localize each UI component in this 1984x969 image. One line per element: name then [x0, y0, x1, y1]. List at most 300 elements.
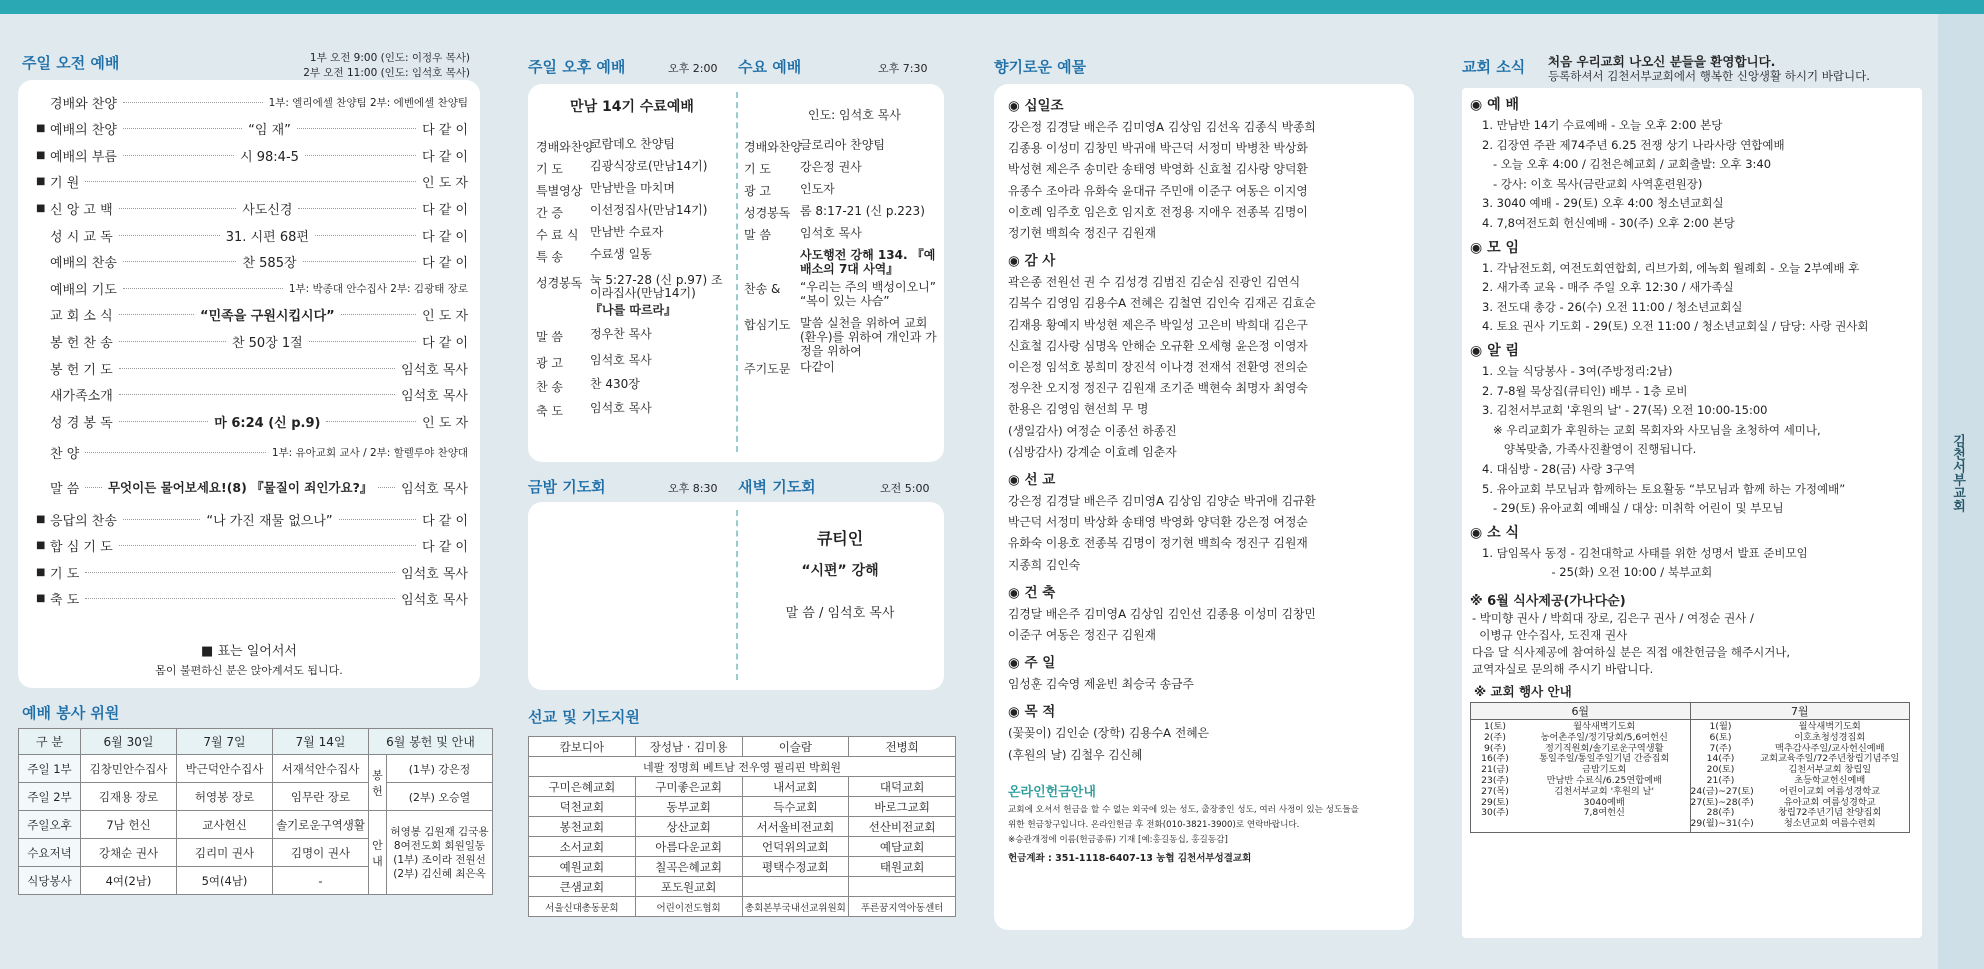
offering-line: 지종희 김인숙 [1008, 557, 1081, 572]
dawn-title: 새벽 기도회 [738, 478, 816, 496]
mission-cell: 덕천교회 [529, 797, 636, 817]
mission-cell: 평택수정교회 [742, 857, 849, 877]
offering-line: 김경달 배은주 김미영A 김상임 김인선 김종용 이성미 김창민 [1008, 606, 1316, 621]
event-title: ※ 교회 행사 안내 [1474, 684, 1572, 699]
news-item: 2. 새가족 교육 - 매주 주일 오후 12:30 / 새가족실 [1482, 280, 1734, 295]
mission-cell: 장성남 · 김미용 [635, 737, 742, 757]
news-section-title: ◉ 알 림 [1470, 343, 1520, 359]
order-row [36, 562, 468, 582]
afternoon-label: 경배와찬양 [536, 140, 594, 154]
news-item: 1. 담임목사 동정 - 김천대학교 사태를 위한 성명서 발표 준비모임 [1482, 545, 1808, 560]
wednesday-leader: 인도: 임석호 목사 [808, 108, 901, 122]
event-date: 21(금) [1481, 764, 1509, 776]
mission-cell: 내서교회 [742, 777, 849, 797]
qt-sub: “시편” 강해 [801, 563, 879, 579]
event-date: 27(토)~28(주) [1690, 796, 1754, 808]
row-middle: 찬 50장 1절 [231, 335, 303, 351]
table-cell: 수요저녁 [19, 839, 81, 867]
mission-cell: 언덕위의교회 [742, 837, 849, 857]
row-label: 성 시 교 독 [50, 229, 113, 245]
mission-cell: 득수교회 [742, 797, 849, 817]
offering-line: 김재용 황예지 박성현 제은주 박일성 고은비 박희대 김은구 [1008, 317, 1308, 332]
table-cell: 허영봉 장로 [177, 783, 273, 811]
row-middle: 무엇이든 물어보세요!(8) 『물질이 죄인가요?』 [107, 480, 373, 496]
wednesday-label: 광 고 [744, 184, 771, 198]
afternoon-value: 수료생 일동 [590, 247, 652, 261]
table-cell: 주일 1부 [19, 755, 81, 783]
event-date: 14(주) [1706, 753, 1735, 765]
note-2: 몸이 불편하신 분은 앉아계셔도 됩니다. [155, 664, 343, 677]
row-middle: 찬 585장 [242, 256, 297, 272]
row-right: 다 같 이 [422, 123, 469, 139]
event-text: 7,8여헌신 [1583, 807, 1625, 819]
event-text: 월삭새벽기도회 [1798, 721, 1861, 732]
service-table [18, 728, 493, 895]
wednesday-label: 말 씀 [744, 228, 771, 242]
wednesday-label: 주기도문 [744, 362, 791, 376]
afternoon-label: 광 고 [536, 356, 563, 370]
afternoon-heading: 만남 14기 수료예배 [570, 99, 694, 115]
afternoon-value: 눅 5:27-28 (신 p.97) 조이라집사(만남14기) [590, 273, 723, 300]
offering-line: (심방감사) 강계순 이효례 임춘자 [1008, 444, 1177, 459]
online-title: 온라인헌금안내 [1008, 784, 1096, 800]
row-dots [305, 155, 416, 156]
row-bullet: ■ [36, 176, 46, 188]
offering-line: 박근덕 서정미 박상화 송태영 박영화 양덕환 강은정 여정순 [1008, 515, 1308, 530]
row-bullet: ■ [36, 593, 46, 605]
afternoon-label: 성경봉독 [536, 276, 583, 290]
table-row [19, 811, 493, 839]
wednesday-value: 임석호 목사 [800, 226, 862, 240]
event-text: 김천서부교회 창립일 [1788, 764, 1872, 776]
offering-line: 신효철 김사랑 심명옥 안해순 오규환 오세형 윤은정 이영자 [1008, 338, 1308, 353]
news-item: 4. 대심방 - 28(금) 사랑 3구역 [1482, 462, 1636, 476]
news-card [1462, 88, 1922, 938]
morning-card [18, 80, 480, 688]
service-table-wrap [18, 728, 493, 895]
june-col [1471, 720, 1691, 832]
row-label: 새가족소개 [50, 389, 113, 405]
afternoon-value: 김광식장로(만남14기) [590, 159, 708, 173]
row-middle: 31. 시편 68편 [225, 229, 309, 245]
row-right: 임석호 목사 [401, 566, 468, 582]
mission-row [529, 877, 956, 897]
afternoon-value: 이선정집사(만남14기) [590, 203, 708, 217]
header-cell: 6월 봉헌 및 안내 [369, 729, 493, 755]
event-body [1471, 720, 1909, 832]
mission-cell: 선산비전교회 [849, 817, 956, 837]
row-label: 기 원 [50, 176, 80, 192]
offering-line: 강은정 김경달 배은주 김미영A 김상임 김선옥 김종식 박종희 [1008, 120, 1316, 134]
table-cell: 강채순 권사 [81, 839, 177, 867]
row-bullet: ■ [36, 123, 46, 135]
news-item: 2. 김장연 주관 제74주년 6.25 전쟁 상기 나라사랑 연합예배 [1482, 137, 1785, 152]
row-middle: 마 6:24 (신 p.9) [214, 415, 321, 431]
afternoon-value: 『나를 따르라』 [590, 303, 677, 317]
meal-line: - 박미향 권사 / 박희대 장로, 김은구 권사 / 여정순 권사 / [1472, 611, 1754, 625]
mission-cell: 태원교회 [849, 857, 956, 877]
row-dots [119, 314, 194, 315]
order-row [36, 119, 468, 139]
row-label: 합 심 기 도 [50, 540, 113, 556]
event-header [1471, 703, 1909, 720]
row-dots [119, 208, 237, 209]
row-dots [123, 519, 200, 520]
afternoon-value: 만남반 수료자 [590, 225, 664, 239]
order-row [36, 589, 468, 609]
wednesday-value: 강은정 권사 [800, 160, 862, 174]
offering-line: 김복수 김영임 김용수A 전혜은 김철연 김인숙 김재곤 김효순 [1008, 296, 1316, 311]
afternoon-label: 특별영상 [536, 184, 583, 198]
news-item: 1. 오늘 식당봉사 - 3여(주방정리:2남) [1482, 364, 1673, 378]
wednesday-label: 경배와찬양 [744, 140, 802, 154]
event-text: 창립72주년기념 찬양집회 [1778, 807, 1882, 819]
row-label: 말 씀 [50, 481, 80, 497]
row-right: 임석호 목사 [401, 481, 468, 497]
row-dots [85, 598, 395, 599]
row-dots [119, 368, 395, 369]
june-event [1471, 808, 1690, 819]
mission-title: 선교 및 기도지원 [528, 708, 640, 726]
row-label: 응답의 찬송 [50, 513, 117, 529]
friday-card [528, 502, 944, 690]
table-cell: 김명이 권사 [273, 839, 369, 867]
bh-label-1: 봉헌 [369, 755, 387, 811]
wednesday-value: 사도행전 강해 134. 『예배소의 7대 사역』 [800, 248, 936, 276]
divider [736, 92, 738, 452]
mission-cell: 상산교회 [635, 817, 742, 837]
event-text: 금밤기도회 [1582, 764, 1627, 776]
row-middle: “임 재” [248, 123, 291, 139]
wednesday-value: 롬 8:17-21 (신 p.223) [800, 204, 925, 218]
news-item: - 25(화) 오전 10:00 / 북부교회 [1482, 565, 1713, 580]
table-cell: 5여(4남) [177, 867, 273, 895]
row-dots [85, 572, 395, 573]
mission-cell: 어린이전도협회 [635, 897, 742, 917]
mission-row [529, 817, 956, 837]
table-cell: 7남 헌신 [81, 811, 177, 839]
afternoon-value: 찬 430장 [590, 377, 640, 391]
bh-line: (2부) 김신혜 최은옥 [393, 867, 486, 880]
order-row [36, 385, 468, 405]
wednesday-label: 성경봉독 [744, 206, 791, 220]
row-dots [85, 452, 266, 453]
service-title: 예배 봉사 위원 [22, 704, 120, 722]
wednesday-value: 다같이 [800, 360, 835, 374]
event-date: 29(월)~31(수) [1690, 818, 1754, 830]
mission-cell: 전병희 [849, 737, 956, 757]
mission-wrap [528, 736, 956, 917]
offering-line: 유종수 조아라 유화숙 윤대규 주민애 이준구 여동은 이지영 [1008, 183, 1308, 198]
news-item: 2. 7-8월 묵상집(큐티인) 배부 - 1층 로비 [1482, 383, 1688, 398]
mission-row [529, 897, 956, 917]
mission-cell [742, 877, 849, 897]
news-item: 3. 김천서부교회 '후원의 날' - 27(목) 오전 10:00-15:00 [1482, 403, 1768, 418]
time-1: 1부 오전 9:00 (인도: 이정우 목사) [309, 52, 470, 64]
event-text: 농어촌주일/정기당회/5,6여헌신 [1540, 731, 1668, 743]
wednesday-label: 합심기도 [744, 318, 791, 332]
row-label: 경배와 찬양 [50, 96, 117, 112]
afternoon-value: 코람데오 찬양팀 [590, 137, 675, 151]
row-bullet: ■ [36, 202, 46, 214]
event-date: 24(금)~27(토) [1690, 785, 1754, 797]
qt-title: 큐티인 [816, 529, 864, 548]
offering-line: 유화숙 이용호 전종복 김명이 정기현 백희숙 정진구 김원재 [1008, 536, 1308, 551]
row-dots [123, 261, 237, 262]
afternoon-value: 만남반을 마치며 [590, 181, 675, 195]
row-right: 임석호 목사 [401, 362, 468, 378]
mission-table [528, 736, 956, 917]
event-calendar [1470, 702, 1910, 833]
offering-line: 곽은종 전원선 권 수 김성경 김범진 김순심 진광인 김연식 [1008, 275, 1301, 290]
meal-line: 교역자실로 문의해 주시기 바랍니다. [1472, 662, 1654, 676]
table-cell: 서재석안수집사 [273, 755, 369, 783]
online-text: 위한 헌금창구입니다. 온라인헌금 후 전화(010-3821-3900)로 연락바랍니다. [1008, 819, 1300, 830]
row-right: 인 도 자 [422, 309, 469, 325]
row-label: 신 앙 고 백 [50, 202, 113, 218]
top-accent-bar [0, 0, 1984, 14]
july-event [1691, 819, 1910, 830]
order-row [36, 472, 468, 502]
offering-line: 박성현 제은주 송미란 송태영 박영화 신효철 김사랑 양덕환 [1008, 162, 1308, 177]
row-dots [297, 128, 416, 129]
row-dots [326, 421, 416, 422]
event-text: 월삭새벽기도회 [1573, 721, 1636, 732]
header-cell: 구 분 [19, 729, 81, 755]
mission-cell: 소서교회 [529, 837, 636, 857]
july-event [1691, 733, 1910, 744]
welcome-2: 등록하셔서 김천서부교회에서 행복한 신앙생활 하시기 바랍니다. [1548, 69, 1870, 83]
afternoon-value: 임석호 목사 [590, 401, 652, 415]
news-section-title: ◉ 소 식 [1470, 524, 1520, 541]
offering-card [994, 84, 1414, 930]
mission-cell [849, 877, 956, 897]
news-title: 교회 소식 [1462, 58, 1526, 76]
event-date: 23(주) [1481, 774, 1509, 786]
bh-line: (1부) 조이라 전원선 [393, 853, 486, 866]
mission-cell: 이슬람 [742, 737, 849, 757]
news-item: - 강사: 이호 목사(금란교회 사역훈련원장) [1482, 176, 1703, 191]
news-item: - 29(토) 유아교회 예배실 / 대상: 미취학 어린이 및 부모님 [1482, 501, 1784, 516]
afternoon-value: 임석호 목사 [590, 353, 652, 367]
row-label: 예배의 부름 [50, 149, 117, 165]
order-row [36, 145, 468, 165]
offering-group-title: ◉ 주 일 [1008, 655, 1056, 672]
mission-cell: 서서울비전교회 [742, 817, 849, 837]
mission-cell: 캄보디아 [529, 737, 636, 757]
mission-cell: 봉천교회 [529, 817, 636, 837]
table-cell: 김창민안수집사 [81, 755, 177, 783]
row-right: 1부: 박종대 안수집사 2부: 김광태 장로 [288, 282, 468, 295]
morning-title: 주일 오전 예배 [22, 54, 120, 72]
row-middle: 시 98:4-5 [240, 149, 299, 165]
offering-line: (꽃꽂이) 김인순 (장학) 김용수A 전혜은 [1008, 726, 1210, 741]
event-text: 김천서부교회 '후원의 날' [1554, 785, 1655, 797]
mission-row [529, 757, 956, 777]
order-row [36, 172, 468, 192]
row-label: 축 도 [50, 593, 80, 609]
friday-title: 금밤 기도회 [528, 478, 606, 496]
offering-group-title: ◉ 목 적 [1008, 704, 1056, 721]
afternoon-wednesday-card [528, 84, 944, 462]
row-dots [315, 235, 416, 236]
table-row [19, 755, 493, 783]
row-label: 봉 헌 찬 송 [50, 335, 113, 351]
july-col [1691, 720, 1910, 832]
offering-title: 향기로운 예물 [994, 58, 1087, 76]
event-text: 3040예배 [1583, 796, 1625, 808]
event-text: 초등학교헌신예배 [1794, 774, 1866, 786]
event-date: 1(월) [1709, 721, 1732, 732]
row-dots [119, 545, 416, 546]
mission-row [529, 777, 956, 797]
table-cell: 솔기로운구역생활 [273, 811, 369, 839]
bh-text: (1부) 강은정 [387, 755, 493, 783]
row-right: 다 같 이 [422, 256, 469, 272]
bh-text [387, 811, 493, 895]
event-date: 28(주) [1706, 807, 1735, 819]
row-dots [298, 208, 416, 209]
mission-cell: 예담교회 [849, 837, 956, 857]
order-row [36, 92, 468, 112]
welcome-1: 처음 우리교회 나오신 분들을 환영합니다. [1548, 54, 1776, 69]
header-cell: 7월 14일 [273, 729, 369, 755]
row-right: 인 도 자 [422, 415, 469, 431]
online-text: 교회에 오셔서 헌금을 할 수 없는 외국에 있는 성도, 출장중인 성도, 여러 사정이 있는 성도들을 [1008, 804, 1359, 815]
header-cell: 6월 30일 [81, 729, 177, 755]
event-text: 청소년교회 여름수련회 [1783, 818, 1876, 830]
bh-line: 허영봉 김원재 김국용 [390, 825, 489, 838]
mission-row [529, 737, 956, 757]
offering-group-title: ◉ 선 교 [1008, 472, 1056, 488]
row-right: 다 같 이 [422, 229, 468, 245]
row-dots [123, 128, 242, 129]
offering-line: 김종용 이성미 김창민 박귀애 박근덕 서정미 박병찬 박상화 [1008, 141, 1308, 156]
header-cell: 7월 7일 [177, 729, 273, 755]
mission-cell: 칠곡은혜교회 [635, 857, 742, 877]
july-event [1691, 787, 1910, 798]
news-item: ※ 우리교회가 후원하는 교회 목회자와 사모님을 초청하여 세미나, [1482, 422, 1821, 437]
offering-line: 정기현 백희숙 정진구 김원재 [1008, 226, 1156, 240]
afternoon-time: 오후 2:00 [668, 62, 718, 75]
news-item: 1. 각남전도회, 여전도회연합회, 리브가회, 에녹회 월례회 - 오늘 2부예배 후 [1482, 260, 1860, 275]
dawn-time: 오전 5:00 [880, 482, 930, 495]
afternoon-label: 축 도 [536, 404, 563, 418]
afternoon-title: 주일 오후 예배 [528, 58, 626, 76]
row-dots [119, 421, 209, 422]
wednesday-title: 수요 예배 [738, 58, 802, 76]
mission-row [529, 797, 956, 817]
right-strip [1938, 14, 1984, 969]
mission-cell: 총회본부국내선교위원회 [742, 897, 849, 917]
event-date: 6(토) [1709, 731, 1732, 743]
mission-cell: 아름다운교회 [635, 837, 742, 857]
row-right: 다 같 이 [422, 513, 469, 529]
offering-line: (생일감사) 여정순 이종선 하종진 [1008, 423, 1177, 438]
mission-cell: 큰샘교회 [529, 877, 636, 897]
june-event [1471, 787, 1690, 798]
row-right: 임석호 목사 [401, 593, 468, 609]
church-logo: 김천서부교회 [1950, 434, 1965, 512]
row-label: 기 도 [50, 566, 80, 582]
afternoon-label: 간 증 [536, 206, 563, 220]
table-cell: 김리미 권사 [177, 839, 273, 867]
news-item: 양복맞춤, 가족사진촬영이 진행됩니다. [1482, 442, 1697, 457]
online-text: ※승관개정에 이름(헌금종류) 기재 [예:홍길동십, 홍길동감] [1008, 834, 1228, 845]
row-right: 다 같 이 [422, 202, 469, 218]
row-label: 예배의 찬양 [50, 123, 117, 139]
bh-label-2: 안내 [369, 811, 387, 895]
row-dots [119, 394, 395, 395]
event-text: 맥추감사주일/교사헌신예배 [1774, 742, 1885, 754]
row-dots [341, 314, 416, 315]
event-text: 이호초청성경집회 [1794, 731, 1866, 743]
mission-row [529, 857, 956, 877]
offering-line: 정우찬 오지정 정진구 김원재 조기준 백현숙 최명자 최영숙 [1008, 381, 1308, 396]
meal-line: 다음 달 식사제공에 참여하실 분은 직접 애찬헌금을 해주시거나, [1472, 645, 1791, 659]
afternoon-label: 기 도 [536, 162, 563, 176]
table-cell: 식당봉사 [19, 867, 81, 895]
table-cell: 4여(2남) [81, 867, 177, 895]
mission-cell: 대덕교회 [849, 777, 956, 797]
row-dots [119, 235, 220, 236]
row-bullet: ■ [36, 513, 46, 525]
june-label: 6월 [1471, 703, 1691, 719]
order-row [36, 411, 468, 431]
news-item: 5. 유아교회 부모님과 함께하는 토요활동 “부모님과 함께 하는 가정예배” [1482, 481, 1846, 496]
event-text: 교회교육주일/72주년창립기념주일 [1760, 753, 1900, 765]
bh-text: (2부) 오승열 [387, 783, 493, 811]
table-cell: 박근덕안수집사 [177, 755, 273, 783]
row-label: 봉 헌 기 도 [50, 362, 113, 378]
event-date: 27(목) [1481, 785, 1509, 797]
row-label: 예배의 기도 [50, 282, 117, 298]
order-row [36, 509, 468, 529]
mission-cell: 서울신대총동문회 [529, 897, 636, 917]
june-event [1471, 733, 1690, 744]
order-row [36, 331, 468, 351]
event-date: 20(토) [1706, 764, 1735, 776]
news-item: 3. 3040 예배 - 29(토) 오후 4:00 청소년교회실 [1482, 196, 1724, 211]
meal-line: 이병규 안수집사, 도진재 권사 [1472, 628, 1628, 642]
table-cell: - [273, 867, 369, 895]
news-section-title: ◉ 예 배 [1470, 97, 1520, 113]
event-text: 통일주일/통일주일기념 간증집회 [1539, 753, 1670, 765]
mission-cell: 구미은혜교회 [529, 777, 636, 797]
event-date: 29(토) [1481, 796, 1509, 808]
row-dots [378, 487, 395, 488]
afternoon-label: 찬 송 [536, 380, 563, 394]
account: 헌금계좌 : 351-1118-6407-13 농협 김천서부성결교회 [1008, 852, 1252, 864]
row-bullet: ■ [36, 566, 46, 578]
row-right: 임석호 목사 [401, 389, 468, 405]
wednesday-label: 기 도 [744, 162, 771, 176]
afternoon-label: 수 료 식 [536, 228, 579, 242]
mission-cell: 구미좋은교회 [635, 777, 742, 797]
news-item: 1. 만남반 14기 수료예배 - 오늘 오후 2:00 본당 [1482, 118, 1723, 132]
offering-line: (후원의 날) 김철우 김신혜 [1008, 747, 1143, 762]
qt-preacher: 말 씀 / 임석호 목사 [785, 606, 895, 621]
row-label: 교 회 소 식 [50, 309, 113, 325]
event-date: 30(주) [1481, 807, 1509, 819]
row-dots [123, 288, 283, 289]
july-label: 7월 [1790, 705, 1809, 718]
table-cell: 주일 2부 [19, 783, 81, 811]
order-row [36, 278, 468, 298]
event-date: 7(주) [1709, 742, 1732, 754]
order-row [36, 438, 468, 468]
wednesday-value: 인도자 [800, 182, 835, 196]
